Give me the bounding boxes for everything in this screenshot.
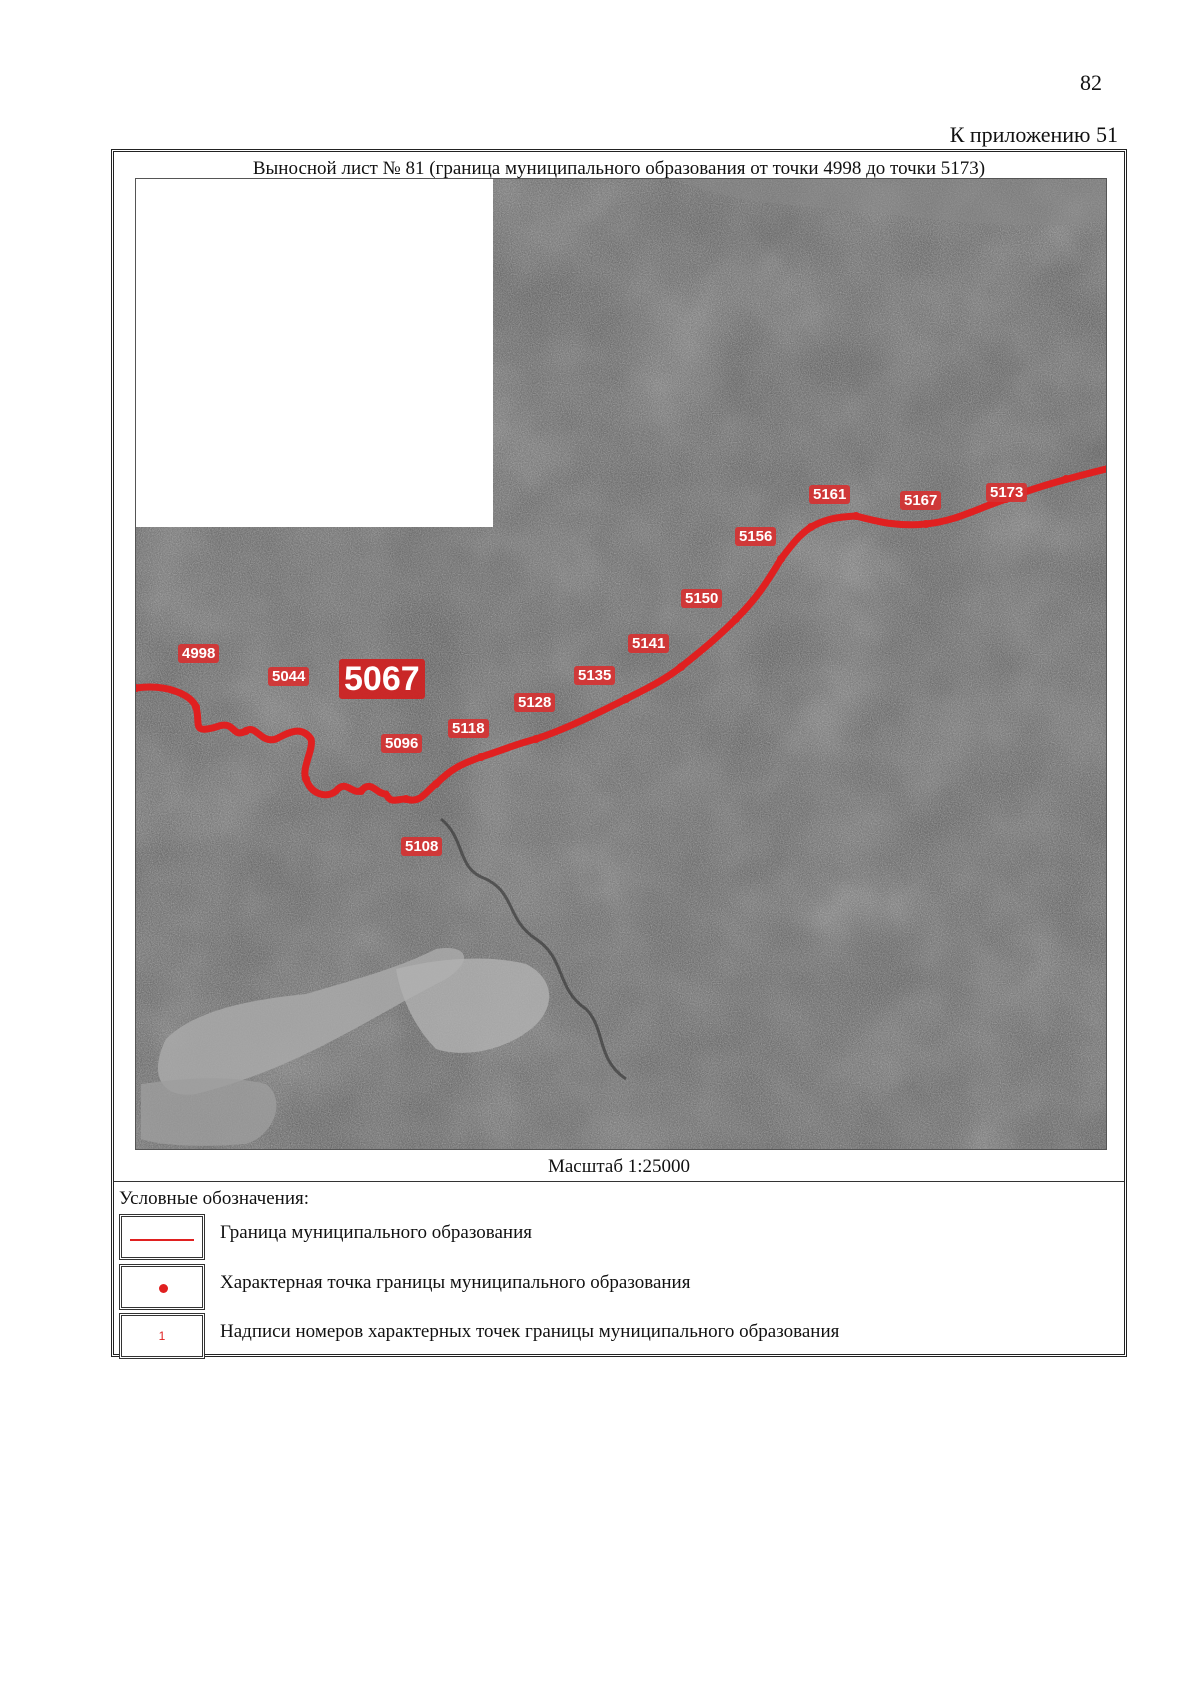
divider [114, 1181, 1124, 1182]
masked-area [136, 179, 493, 527]
legend-title: Условные обозначения: [119, 1188, 310, 1209]
point-number-sample: 1 [158, 1329, 166, 1343]
point-label-5141: 5141 [628, 634, 669, 653]
legend-item-label: Надписи номеров характерных точек границы муниципального образования [220, 1321, 840, 1342]
point-number-symbol [119, 1313, 205, 1359]
point-label-5167: 5167 [900, 491, 941, 510]
sheet-title: Выносной лист № 81 (граница муниципального образования от точки 4998 до точки 5173) [252, 158, 986, 179]
point-label-5067: 5067 [339, 659, 425, 699]
point-label-5128: 5128 [514, 693, 555, 712]
point-label-5096: 5096 [381, 734, 422, 753]
boundary-point-symbol [119, 1264, 205, 1310]
point-label-5156: 5156 [735, 527, 776, 546]
legend-item-label: Граница муниципального образования [220, 1222, 532, 1243]
point-label-5161: 5161 [809, 485, 850, 504]
point-label-5118: 5118 [448, 719, 489, 738]
point-label-5135: 5135 [574, 666, 615, 685]
boundary-line-symbol [119, 1214, 205, 1260]
point-label-5044: 5044 [268, 667, 309, 686]
point-label-5108: 5108 [401, 837, 442, 856]
legend-item-label: Характерная точка границы муниципального образования [220, 1272, 691, 1293]
appendix-reference: К приложению 51 [949, 122, 1118, 147]
satellite-imagery [136, 179, 1106, 1149]
page-number: 82 [1080, 70, 1102, 95]
map-view[interactable] [135, 178, 1107, 1150]
clearing [141, 1078, 276, 1146]
point-label-5150: 5150 [681, 589, 722, 608]
point-label-5173: 5173 [986, 483, 1027, 502]
map-scale: Масштаб 1:25000 [547, 1156, 691, 1177]
point-label-4998: 4998 [178, 644, 219, 663]
